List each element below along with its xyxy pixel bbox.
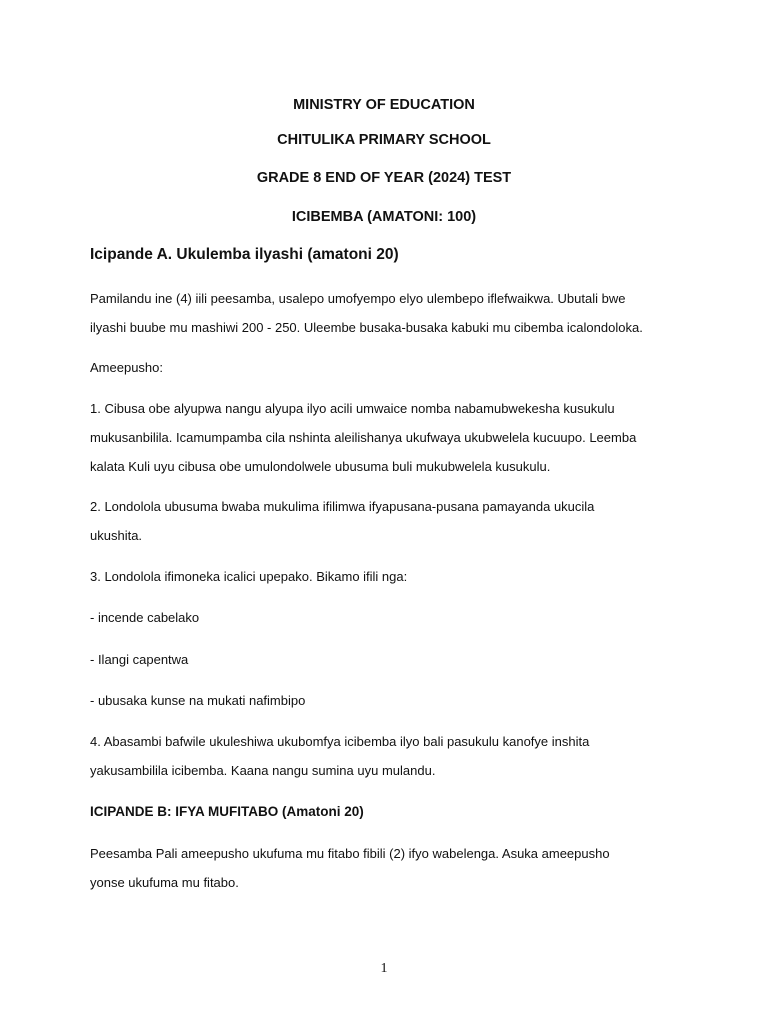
question-line: 2. Londolola ubusuma bwaba mukulima ifilimwa ifyapusana-pusana pamayanda ukucila xyxy=(90,499,595,514)
intro-line: yonse ukufuma mu fitabo. xyxy=(90,875,239,890)
school-heading: CHITULIKA PRIMARY SCHOOL xyxy=(277,132,491,148)
question-3: 3. Londolola ifimoneka icalici upepako. Bikamo ifili nga: xyxy=(90,569,408,584)
question-4 xyxy=(90,727,690,785)
section-b-intro xyxy=(90,839,690,897)
question-3-item: - ubusaka kunse na mukati nafimbipo xyxy=(90,693,306,708)
section-b-title: ICIPANDE B: IFYA MUFITABO (Amatoni 20) xyxy=(90,804,364,819)
intro-line: ilyashi buube mu mashiwi 200 - 250. Uleembe busaka-busaka kabuki mu cibemba icalondoloka. xyxy=(90,320,643,335)
ministry-heading: MINISTRY OF EDUCATION xyxy=(293,97,475,113)
question-line: 1. Cibusa obe alyupwa nangu alyupa ilyo acili umwaice nomba nabamubwekesha kusukulu xyxy=(90,401,615,416)
question-2 xyxy=(90,492,690,550)
questions-label: Ameepusho: xyxy=(90,360,163,375)
question-line: kalata Kuli uyu cibusa obe umulondolwele ubusuma buli mukubwelela kusukulu. xyxy=(90,459,551,474)
question-1 xyxy=(90,394,690,481)
intro-line: Peesamba Pali ameepusho ukufuma mu fitabo fibili (2) ifyo wabelenga. Asuka ameepusho xyxy=(90,846,610,861)
question-line: 4. Abasambi bafwile ukuleshiwa ukubomfya icibemba ilyo bali pasukulu kanofye inshita xyxy=(90,734,590,749)
section-a-title: Icipande A. Ukulemba ilyashi (amatoni 20) xyxy=(90,246,399,263)
question-3-item: - incende cabelako xyxy=(90,610,200,625)
intro-line: Pamilandu ine (4) iili peesamba, usalepo umofyempo elyo ulembepo iflefwaikwa. Ubutali bwe xyxy=(90,291,626,306)
question-line: yakusambilila icibemba. Kaana nangu sumina uyu mulandu. xyxy=(90,763,436,778)
question-line: mukusanbilila. Icamumpamba cila nshinta aleilishanya ukufwaya ukubwelela kucuupo. Leemba xyxy=(90,430,637,445)
subject-heading: ICIBEMBA (AMATONI: 100) xyxy=(291,209,477,225)
section-a-intro xyxy=(90,284,690,342)
page-number: 1 xyxy=(380,961,388,976)
question-line: ukushita. xyxy=(90,528,143,543)
question-3-item: - Ilangi capentwa xyxy=(90,652,189,667)
test-heading: GRADE 8 END OF YEAR (2024) TEST xyxy=(256,170,512,186)
